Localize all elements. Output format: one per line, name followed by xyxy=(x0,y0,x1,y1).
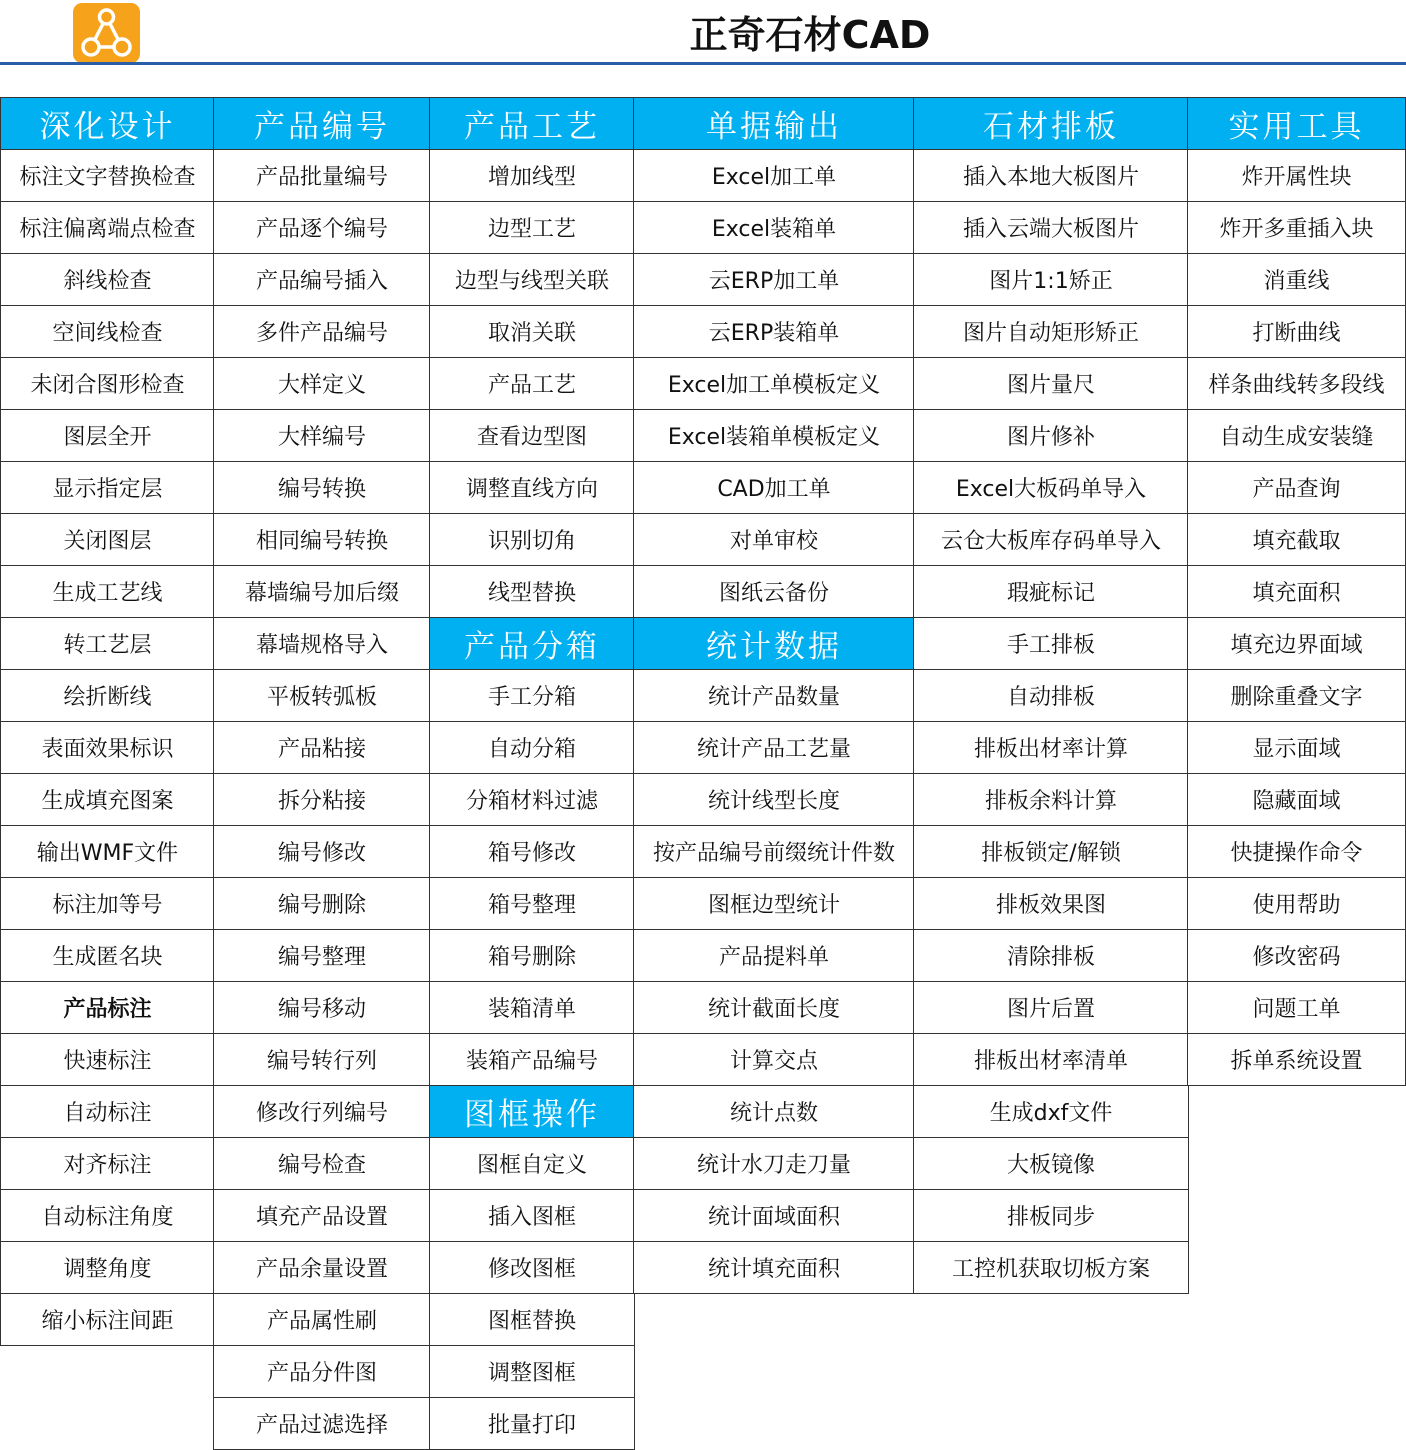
command-item: 产品批量编号 xyxy=(213,149,431,202)
command-item: 样条曲线转多段线 xyxy=(1187,357,1406,410)
command-item: 标注偏离端点检查 xyxy=(0,201,215,254)
command-item: 填充边界面域 xyxy=(1187,617,1406,670)
logo xyxy=(73,3,140,63)
command-item: 清除排板 xyxy=(913,929,1189,982)
command-item: 空间线检查 xyxy=(0,305,215,358)
command-item: 编号整理 xyxy=(213,929,431,982)
command-item: 识别切角 xyxy=(429,513,635,566)
command-item: 线型替换 xyxy=(429,565,635,618)
command-item: 编号转行列 xyxy=(213,1033,431,1086)
command-item: 相同编号转换 xyxy=(213,513,431,566)
command-item: 取消关联 xyxy=(429,305,635,358)
command-item: 自动标注 xyxy=(0,1085,215,1138)
command-item: 统计线型长度 xyxy=(633,773,915,826)
command-item: 产品工艺 xyxy=(429,357,635,410)
command-item: 编号删除 xyxy=(213,877,431,930)
command-item: 生成填充图案 xyxy=(0,773,215,826)
command-item: 表面效果标识 xyxy=(0,721,215,774)
command-item: 拆分粘接 xyxy=(213,773,431,826)
command-item: 修改图框 xyxy=(429,1241,635,1294)
command-item: 增加线型 xyxy=(429,149,635,202)
command-item: 未闭合图形检查 xyxy=(0,357,215,410)
command-item: 调整角度 xyxy=(0,1241,215,1294)
command-item: 炸开多重插入块 xyxy=(1187,201,1406,254)
command-item: 删除重叠文字 xyxy=(1187,669,1406,722)
command-item: 产品分件图 xyxy=(213,1345,431,1398)
command-item: 缩小标注间距 xyxy=(0,1293,215,1346)
command-item: 边型与线型关联 xyxy=(429,253,635,306)
command-item: 编号修改 xyxy=(213,825,431,878)
command-item: 生成dxf文件 xyxy=(913,1085,1189,1138)
command-item: 排板同步 xyxy=(913,1189,1189,1242)
command-item: 排板效果图 xyxy=(913,877,1189,930)
command-item: 平板转弧板 xyxy=(213,669,431,722)
section-header: 实用工具 xyxy=(1187,97,1406,150)
command-item: 统计产品工艺量 xyxy=(633,721,915,774)
command-item: 快速标注 xyxy=(0,1033,215,1086)
command-item: 对单审校 xyxy=(633,513,915,566)
command-item: CAD加工单 xyxy=(633,461,915,514)
command-item: 标注文字替换检查 xyxy=(0,149,215,202)
command-item: 统计截面长度 xyxy=(633,981,915,1034)
command-item: 产品余量设置 xyxy=(213,1241,431,1294)
command-item: 箱号删除 xyxy=(429,929,635,982)
header xyxy=(0,0,1406,64)
command-item: 云ERP加工单 xyxy=(633,253,915,306)
command-item: 产品逐个编号 xyxy=(213,201,431,254)
command-item: 输出WMF文件 xyxy=(0,825,215,878)
command-item: 填充产品设置 xyxy=(213,1189,431,1242)
command-item: Excel装箱单模板定义 xyxy=(633,409,915,462)
command-item: 大样定义 xyxy=(213,357,431,410)
command-item: 统计水刀走刀量 xyxy=(633,1137,915,1190)
section-header: 图框操作 xyxy=(429,1085,635,1138)
command-item: 幕墙编号加后缀 xyxy=(213,565,431,618)
command-item: 图片修补 xyxy=(913,409,1189,462)
command-item: 显示面域 xyxy=(1187,721,1406,774)
command-item: 图框自定义 xyxy=(429,1137,635,1190)
command-item: 标注加等号 xyxy=(0,877,215,930)
section-header: 产品编号 xyxy=(213,97,431,150)
command-item: 多件产品编号 xyxy=(213,305,431,358)
command-item: Excel大板码单导入 xyxy=(913,461,1189,514)
command-item: 工控机获取切板方案 xyxy=(913,1241,1189,1294)
command-item: 隐藏面域 xyxy=(1187,773,1406,826)
command-item: 自动排板 xyxy=(913,669,1189,722)
command-item: 插入图框 xyxy=(429,1189,635,1242)
command-item: 统计产品数量 xyxy=(633,669,915,722)
command-item: 填充面积 xyxy=(1187,565,1406,618)
command-item: 生成匿名块 xyxy=(0,929,215,982)
command-item: 手工排板 xyxy=(913,617,1189,670)
command-item: 大板镜像 xyxy=(913,1137,1189,1190)
section-header: 深化设计 xyxy=(0,97,215,150)
command-item: Excel装箱单 xyxy=(633,201,915,254)
command-item: 图片自动矩形矫正 xyxy=(913,305,1189,358)
command-item: 查看边型图 xyxy=(429,409,635,462)
command-item: 消重线 xyxy=(1187,253,1406,306)
command-item: 图片1:1矫正 xyxy=(913,253,1189,306)
command-item: 修改密码 xyxy=(1187,929,1406,982)
command-item: 按产品编号前缀统计件数 xyxy=(633,825,915,878)
command-item: 关闭图层 xyxy=(0,513,215,566)
command-item: 调整图框 xyxy=(429,1345,635,1398)
command-item: 箱号修改 xyxy=(429,825,635,878)
command-item: 生成工艺线 xyxy=(0,565,215,618)
command-item: 编号检查 xyxy=(213,1137,431,1190)
command-item: 云ERP装箱单 xyxy=(633,305,915,358)
command-item: 图框替换 xyxy=(429,1293,635,1346)
command-item: 调整直线方向 xyxy=(429,461,635,514)
command-item: Excel加工单模板定义 xyxy=(633,357,915,410)
command-item: 大样编号 xyxy=(213,409,431,462)
command-item: 插入本地大板图片 xyxy=(913,149,1189,202)
command-item: 手工分箱 xyxy=(429,669,635,722)
title-divider xyxy=(0,62,1406,65)
command-item: 插入云端大板图片 xyxy=(913,201,1189,254)
command-item: 炸开属性块 xyxy=(1187,149,1406,202)
command-item: 装箱产品编号 xyxy=(429,1033,635,1086)
command-item: 图框边型统计 xyxy=(633,877,915,930)
command-item: 图片量尺 xyxy=(913,357,1189,410)
command-item: 自动分箱 xyxy=(429,721,635,774)
command-item: 快捷操作命令 xyxy=(1187,825,1406,878)
command-item: 问题工单 xyxy=(1187,981,1406,1034)
command-item: 排板出材率清单 xyxy=(913,1033,1189,1086)
command-item: 计算交点 xyxy=(633,1033,915,1086)
command-item: 排板锁定/解锁 xyxy=(913,825,1189,878)
section-header: 单据输出 xyxy=(633,97,915,150)
command-item: 产品编号插入 xyxy=(213,253,431,306)
command-item: 图层全开 xyxy=(0,409,215,462)
command-item: 使用帮助 xyxy=(1187,877,1406,930)
command-item: 产品粘接 xyxy=(213,721,431,774)
command-item: 图片后置 xyxy=(913,981,1189,1034)
command-item: 产品标注 xyxy=(0,981,215,1034)
command-item: 批量打印 xyxy=(429,1397,635,1450)
command-item: Excel加工单 xyxy=(633,149,915,202)
section-header: 石材排板 xyxy=(913,97,1189,150)
section-header: 产品分箱 xyxy=(429,617,635,670)
command-item: 显示指定层 xyxy=(0,461,215,514)
command-item: 图纸云备份 xyxy=(633,565,915,618)
section-header: 产品工艺 xyxy=(429,97,635,150)
command-item: 统计面域面积 xyxy=(633,1189,915,1242)
command-item: 排板出材率计算 xyxy=(913,721,1189,774)
command-item: 瑕疵标记 xyxy=(913,565,1189,618)
command-item: 对齐标注 xyxy=(0,1137,215,1190)
section-header: 统计数据 xyxy=(633,617,915,670)
page-title: 正奇石材CAD xyxy=(689,13,931,57)
command-item: 箱号整理 xyxy=(429,877,635,930)
command-item: 自动标注角度 xyxy=(0,1189,215,1242)
command-item: 统计点数 xyxy=(633,1085,915,1138)
command-item: 排板余料计算 xyxy=(913,773,1189,826)
command-item: 编号移动 xyxy=(213,981,431,1034)
command-item: 自动生成安装缝 xyxy=(1187,409,1406,462)
command-item: 拆单系统设置 xyxy=(1187,1033,1406,1086)
command-item: 编号转换 xyxy=(213,461,431,514)
command-item: 产品提料单 xyxy=(633,929,915,982)
command-item: 装箱清单 xyxy=(429,981,635,1034)
command-item: 分箱材料过滤 xyxy=(429,773,635,826)
command-item: 修改行列编号 xyxy=(213,1085,431,1138)
command-item: 产品过滤选择 xyxy=(213,1397,431,1450)
command-item: 转工艺层 xyxy=(0,617,215,670)
command-item: 边型工艺 xyxy=(429,201,635,254)
command-item: 幕墙规格导入 xyxy=(213,617,431,670)
command-item: 填充截取 xyxy=(1187,513,1406,566)
command-item: 云仓大板库存码单导入 xyxy=(913,513,1189,566)
command-item: 绘折断线 xyxy=(0,669,215,722)
command-item: 打断曲线 xyxy=(1187,305,1406,358)
command-item: 产品查询 xyxy=(1187,461,1406,514)
command-item: 产品属性刷 xyxy=(213,1293,431,1346)
command-item: 斜线检查 xyxy=(0,253,215,306)
command-item: 统计填充面积 xyxy=(633,1241,915,1294)
